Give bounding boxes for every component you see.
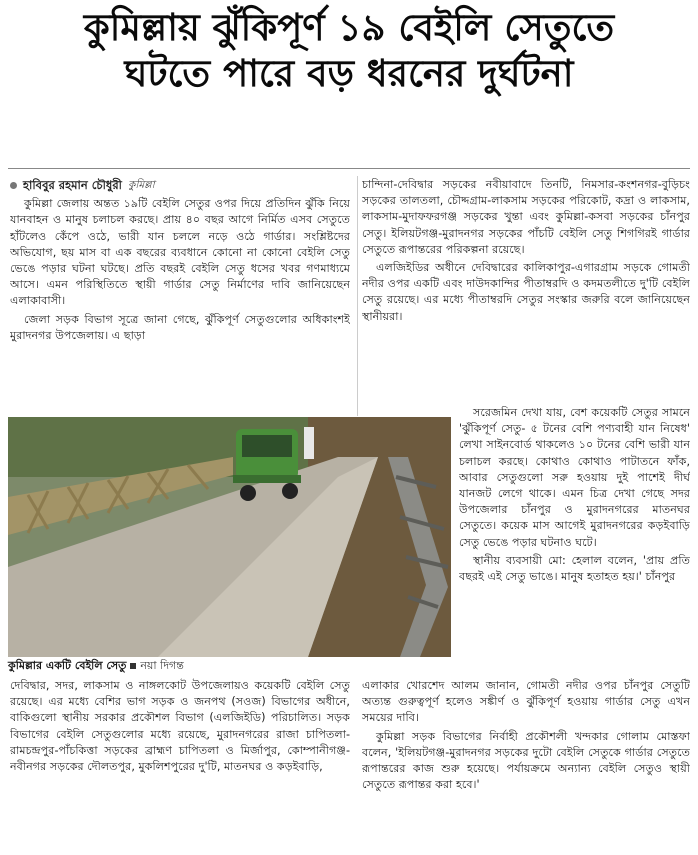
- paragraph: জেলা সড়ক বিভাগ সূত্রে জানা গেছে, ঝুঁকিপূর্ণ সেতুগুলোর অধিকাংশই মুরাদনগর উপজেলায়। এ ছাড়া: [10, 312, 350, 342]
- paragraph: সরেজমিন দেখা যায়, বেশ কয়েকটি সেতুর সামনে 'ঝুঁকিপূর্ণ সেতু- ৫ টনের বেশি পণ্যবাহী যান নিষেধ' লেখা সাইনবোর্ড থাকলেও ১০ টনের বেশি ভারী যান চলাচল করছে। কোথাও কোথাও পাটাতনে ফাঁক, আবার সেতুগুলো সরু হওয়ায় দুই পাশেই দীর্ঘ যানজট লেগে থাকে। এমন চিত্র দেখা গেছে সদর উপজেলার চাঁনপুর ও মুরাদনগরের মাতনঘর সেতুতে। কয়েক মাস আগেই মুরাদনগরের কড়ইবাড়ি সেতু ভেঙে পড়ার ঘটনাও ঘটে।: [459, 406, 690, 549]
- caption-separator-icon: [130, 663, 136, 669]
- byline: [10, 177, 350, 193]
- byline-author: হাবিবুর রহমান চৌধুরী: [23, 178, 122, 192]
- bridge-photo: [8, 417, 451, 657]
- headline-line-2: ঘটতে পারে বড় ধরনের দুর্ঘটনা: [124, 51, 574, 95]
- headline-rule: [8, 168, 690, 169]
- byline-bullet-icon: [10, 182, 17, 189]
- paragraph: কুমিল্লা সড়ক বিভাগের নির্বাহী প্রকৌশলী খন্দকার গোলাম মোস্তফা বলেন, 'ইলিয়টগঞ্জ-মুরাদনগর সড়কের দুটো বেইলি সেতুকে গার্ডার সেতুতে রূপান্তরের কাজ শুরু হয়েছে। পর্যায়ক্রমে অন্যান্য বেইলি সেতুও স্থায়ী সেতুতে রূপান্তর করা হবে।': [362, 729, 690, 792]
- byline-place: কুমিল্লা: [127, 179, 155, 191]
- bridge-illustration: [8, 417, 451, 657]
- article-column-left: [10, 177, 350, 415]
- headline-line-1: কুমিল্লায় ঝুঁকিপূর্ণ ১৯ বেইলি সেতুতে: [83, 6, 615, 49]
- paragraph: এলাকার খোরশেদ আলম জানান, গোমতী নদীর ওপর চাঁনপুর সেতুটি অত্যন্ত গুরুত্বপূর্ণ হলেও সঙ্কীর্ণ ও ঝুঁকিপূর্ণ হওয়ায় গার্ডার সেতু এখন সময়ের দাবি।: [362, 679, 690, 725]
- paragraph: দেবিদ্বার, সদর, লাকসাম ও নাঙ্গলকোট উপজেলায়ও কয়েকটি বেইলি সেতু রয়েছে। এর মধ্যে বেশির ভাগ সড়ক ও জনপথ (সওজ) বিভাগের অধীনে, বাকিগুলো স্থানীয় সরকার প্রকৌশল বিভাগ (এলজিইডি) পরিচালিত। সড়ক বিভাগের বেইলি সেতুগুলোর মধ্যে রয়েছে, মুরাদনগরের রাজা চাপিতলা-রামচন্দ্রপুর-পাঁচকিত্তা সড়কের ব্রাহ্মণ চাপিতলা ও মির্জাপুর, কোম্পানীগঞ্জ-নবীনগর সড়কের দৌলতপুর, মুকলিশপুরের দু'টি, মাতনঘর ও কড়ইবাড়ি,: [10, 679, 350, 774]
- article-column-bottom-right: [362, 678, 690, 853]
- paragraph: এলজিইডির অধীনে দেবিদ্বারের কালিকাপুর-এগারগ্রাম সড়কে গোমতী নদীর ওপর একটি এবং দাউদকান্দির পীতাম্বরদি ও কদমতলীতে দু'টি বেইলি সেতু রয়েছে। এর মধ্যে পীতাম্বরদি সেতুর সংস্কার জরুরি বলে জানিয়েছেন স্থানীয়রা।: [362, 261, 690, 323]
- article-column-bottom-left: [10, 678, 350, 853]
- column-divider: [357, 176, 358, 416]
- paragraph: কুমিল্লা জেলায় অন্তত ১৯টি বেইলি সেতুর ওপর দিয়ে প্রতিদিন ঝুঁকি নিয়ে যানবাহন ও মানুষ চলাচল করছে। প্রায় ৪০ বছর আগে নির্মিত এসব সেতুতে হাঁটলেও কেঁপে ওঠে, ভারী যান চললে নড়ে ওঠে গার্ডার। সংশ্লিষ্টদের অভিযোগ, ছয় মাস বা এক বছরের ব্যবধানে কোনো না কোনো বেইলি সেতু ভেঙে পড়ার ঘটনা ঘটছে। প্রতি বছরই বেইলি সেতু ধসের খবর গণমাধ্যমে আসে। এমন পরিস্থিতিতে স্থায়ী গার্ডার সেতু নির্মাণের দাবি জানিয়েছেন এলাকাবাসী।: [10, 197, 350, 308]
- paragraph: চান্দিনা-দেবিদ্বার সড়কের নবীয়াবাদে তিনটি, নিমসার-কংশনগর-বুড়িচং সড়কের তালতলা, চৌদ্দগ্রাম-লাকসাম সড়কের পরিকোট, কদ্রা ও লাকসাম, লাকসাম-মুদাফফরগঞ্জ সড়কের খুন্তা এবং কুমিল্লা-কসবা সড়কের চাঁনপুর সেতু। ইলিয়টগঞ্জ-মুরাদনগর সড়কের পাঁচটি বেইলি সেতু শিগগিরই গার্ডার সেতুতে রূপান্তরের পরিকল্পনা রয়েছে।: [362, 178, 690, 256]
- photo-caption: [8, 659, 451, 673]
- headline: [0, 6, 698, 95]
- article-column-right-top: [362, 177, 690, 403]
- paragraph: স্থানীয় ব্যবসায়ী মো: হেলাল বলেন, 'প্রায় প্রতি বছরই এই সেতু ভাঙে। মানুষ হতাহত হয়।' চাঁনপুর: [459, 553, 690, 584]
- caption-text: কুমিল্লার একটি বেইলি সেতু: [8, 659, 127, 672]
- article-column-right-side: [459, 405, 690, 678]
- caption-credit: নয়া দিগন্ত: [140, 659, 184, 672]
